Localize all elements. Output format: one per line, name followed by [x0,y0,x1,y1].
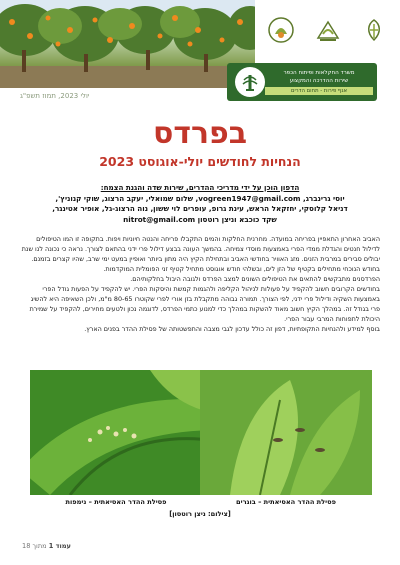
psyllid-adults-photo [200,370,372,495]
extension-logo-icon [312,14,344,46]
partner-logos [265,10,390,50]
paragraph: בוסף למידע ולהנחיות התקופתיות, דפון זה כולל עדכון לגבי מצבה והתפשטותה של פסילת ההדר בפנים הארץ. [84,325,380,333]
paragraph: האביב האחרון התאפיין בפריחה במועדה. מחרנית החלקות והמים התקבלו פריחה והנטה חיוניות ויפות. בתקופה זו המו הטיפולים לדילול חנטים והגדלת ממדי הפרי באמצעות מוסדי צמיחה. בהמשך העונה בבצע דילול פרי ידני בהתאם לצורך. נראה כי נכונה לנו שנת יבולים סבירים במרבית הזנים. מזג האוויר בחודשי האביב ובתחילת הקיץ היה מתון ביותר ואופיין במעט ימי שרב, שהיו קצרים בזמנם. בחודש הנוכחי מתחילים בקטיף של הזן לים, ובשלהי חודש אוגוסט מתחיל קטיף זני הפומלית המוקדמות. [21,235,380,273]
paragraph: בחודשים הקרובים חשוב להקפיד על פעולות לניהול הקליפה ולהגמות קמשת והיסקות הפרי. יש להקפיד על הפעות גודל הפרי באמצעות השקיה ודילול פרי ידני, לפי הצורך. תמורה גבוהה מתקבלת בזן אורי לפרי שקוטרו 80-65 מ"מ, ולכן השאיפה היא להשיג פרי בגודל זה. במהלך הקיץ חשוב מאוד להשקות במהלך כדי למנוע כתמי הפרדס, לדוגמה נכון ולטעים מחירים, להקפיד על שמירת היכולת לתפוחות המרבי עבור הפרי. [29,285,380,323]
authors-credits [30,183,370,225]
service-name: שירות ההדרכה והמקצוע [289,78,349,84]
orchard-photo [0,0,255,88]
state-emblem-icon [235,67,265,97]
page-total: מתוך 18 [22,542,47,550]
page-number: עמוד 1 [48,542,71,550]
plant-protection-logo-icon [358,14,390,46]
credits-intro: הדפון הוכן על ידי מדריכי ההדרים, שירות שדה והגנת הצמח: [100,183,300,192]
caption-nymphs: פסילת ההדר האסיאתית – נימפות [65,498,167,506]
citrus-board-logo-icon [265,14,297,46]
ministry-banner [227,63,377,101]
issue-date: יולי 2023, תמוז תשפ"ג [20,92,90,100]
credits-line: יוסי גרינברג, vogreen1947@gmail.com, שלום שמואלי, יעקב הרצוג, שוקי קנוניץ', [55,193,345,203]
credits-line: שקד כוכבא וניצן רוטסון nitrot@gmail.com [123,214,277,224]
credits-line: דניאל קלוסקי, יחזקאל הראש, עינת גרופ, עופרים לוי ששון, נוה הרצוג-גל, אופיר אטינגר, [52,204,348,213]
ministry-name: משרד החקלאות ופיתוח הכפר [283,70,355,76]
page-footer [22,542,71,550]
photo-credit: [צילום: ניצן רוטסון] [169,510,231,518]
paragraph: הפרדסנים מתבקשים להתאים את הטיפולים השונים למצב הפרדס ולגובה היבול בחלקותיהם. [130,275,380,283]
department-name: אגף פירות - תחום הדרים [265,87,373,95]
page-title: בפרדס [152,116,248,151]
page-subtitle: הנחיות לחודשים יולי-אוגוסט 2023 [99,154,301,169]
caption-adults: פסילת ההדר האסיאתית – בוגרים [236,498,336,506]
psyllid-nymphs-photo [30,370,202,495]
article-body [20,234,380,334]
